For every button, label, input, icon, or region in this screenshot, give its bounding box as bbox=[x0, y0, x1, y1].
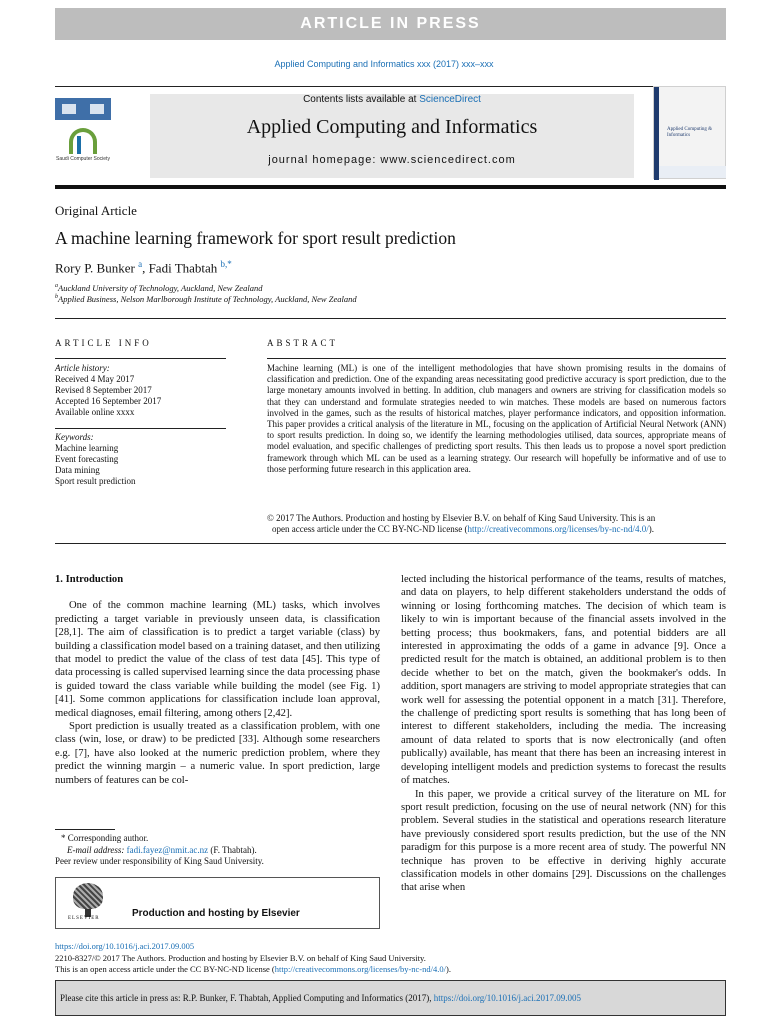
article-in-press-banner: ARTICLE IN PRESS bbox=[55, 8, 726, 40]
bottom-info: https://doi.org/10.1016/j.aci.2017.09.005 2210-8327/© 2017 The Authors. Production and hosting by Elsevier B.V. on behalf of King Saud University. This is an open access article under the CC BY-NC-ND license (http://creativecommons.org/licenses/by-nc-nd/4.0/). bbox=[55, 941, 451, 974]
paragraph: One of the common machine learning (ML) tasks, which involves predicting a target variable in previously unseen data, is classification [28,1]. The aim of classification is to predict a target variable (class) by building a classification model based on a training dataset, and then utilizing that model to predict the value of the class of test data [45]. This type of data processing is called supervised learning since the data processing phase is guided toward the class variable while building the model (see Fig. 1) [41]. Some common applications for classification include loan approval, medical diagnoses, email filtering, among others [2,42]. bbox=[55, 600, 380, 719]
journal-reference-link[interactable]: Applied Computing and Informatics xxx (2017) xxx–xxx bbox=[274, 59, 494, 69]
affiliation-b: $^b$Applied Business, Nelson Marlborough Institute of Technology, Auckland, New Zealand bbox=[55, 294, 357, 304]
section-heading: 1. Introduction bbox=[55, 574, 124, 585]
journal-homepage[interactable]: journal homepage: www.sciencedirect.com bbox=[268, 154, 516, 166]
body-column-left bbox=[55, 573, 380, 787]
journal-cover-thumbnail bbox=[653, 86, 726, 179]
publisher-text: Production and hosting by Elsevier bbox=[132, 908, 300, 919]
article-title: A machine learning framework for sport result prediction bbox=[55, 228, 456, 248]
author-list: Rory P. Bunker $^a$, Fadi Thabtah $^{b,*}$ bbox=[55, 259, 232, 276]
citation-doi-link[interactable]: https://doi.org/10.1016/j.aci.2017.09.005 bbox=[433, 993, 582, 1003]
masthead-bottom-rule bbox=[55, 185, 726, 189]
keywords-rule bbox=[55, 428, 226, 429]
footnotes: * Corresponding author. E-mail address: fadi.fayez@nmit.ac.nz (F. Thabtah). Peer review under responsibility of King Saud University. bbox=[55, 833, 264, 866]
contents-availability: Contents lists available at ScienceDirect bbox=[303, 94, 481, 105]
university-logo-icon bbox=[55, 98, 111, 120]
keyword: Machine learning bbox=[55, 443, 119, 453]
citation-box: Please cite this article in press as: R.P. Bunker, F. Thabtah, Applied Computing and Informatics (2017), https://doi.org/10.1016/j.aci.2017.09.005 bbox=[55, 980, 726, 1016]
doi-link[interactable]: https://doi.org/10.1016/j.aci.2017.09.005 bbox=[55, 941, 195, 951]
abstract-rule bbox=[267, 358, 726, 359]
keyword: Sport result prediction bbox=[55, 476, 136, 486]
header-divider bbox=[55, 318, 726, 319]
abstract-heading: ABSTRACT bbox=[267, 338, 339, 348]
affiliation-link[interactable]: b,* bbox=[220, 259, 232, 269]
paragraph: lected including the historical performance of the teams, results of matches, and data on players, to help different stakeholders understand the odds of winning or losing forthcoming matches. The decision of which team is likely to win is important because of the financial assets involved in the betting process; thus bookmakers, fans, and potential bidders are all interested in approximating the odds of a game in advance [9]. Once a predicted result for the match is obtained, an additional problem is to then decide whether to bet on the match, given the bookmaker's odds. In addition, sport managers are striving to model appropriate strategies that can work well for assessing the potential opponent in a match [31]. Therefore, the challenge of predicting sport results is something that has long been of interest to different stakeholders, including the media. The increasing amount of data related to sports that is now electronically (and often publically) available, has meant that there has been an increasing interest in developing intelligent models and prediction systems to forecast the results of matches. bbox=[401, 574, 726, 787]
footnote-rule bbox=[55, 829, 115, 830]
article-info-heading: ARTICLE INFO bbox=[55, 338, 152, 348]
affiliation-a: $^a$Auckland University of Technology, Auckland, New Zealand bbox=[55, 283, 263, 293]
article-history: Article history: Received 4 May 2017 Revised 8 September 2017 Accepted 16 September 2017 Available online xxxx bbox=[55, 363, 162, 417]
paragraph: Sport prediction is usually treated as a classification problem, with one class (win, lose, or draw) to be predicted [33]. Although some researchers e.g. [7], have also looked at the numeric prediction problem, where they predict the winning margin – a numeric value. In sport prediction, large numbers of features can be col- bbox=[55, 721, 380, 786]
cover-title: Applied Computing & Informatics bbox=[667, 127, 712, 138]
abstract-copyright: © 2017 The Authors. Production and hosting by Elsevier B.V. on behalf of King Saud University. This is an open access article under the CC BY-NC-ND license (http://creativecommons.org/licenses/by-nc-nd/4.0/). bbox=[267, 513, 656, 535]
affiliation-link[interactable]: a bbox=[138, 259, 143, 269]
elsevier-logo-label: ELSEVIER bbox=[68, 916, 100, 921]
society-logo bbox=[55, 98, 111, 178]
abstract-text: Machine learning (ML) is one of the intelligent methodologies that have shown promising results in the domains of classification and prediction. One of the expanding areas necessitating good predictive accuracy is sport prediction, due to the large monetary amounts involved in betting. In addition, club managers and owners are striving for classification models so that they can understand and formulate strategies needed to win matches. These models are based on numerous factors involved in the games, such as the results of historical matches, player performance indicators, and opposition information. This paper provides a critical analysis of the literature in ML, focusing on the application of Artificial Neural Network (ANN) to sport results prediction. In doing so, we identify the learning methodologies utilised, data sources, appropriate means of model evaluation, and specific challenges of predicting sport results. This then leads us to propose a novel sport prediction framework through which ML can be used as a learning strategy. Our research will hopefully be informative and of use to those performing future research in this application area. bbox=[267, 363, 726, 474]
keywords-block: Keywords: Machine learning Event forecasting Data mining Sport result prediction bbox=[55, 432, 136, 486]
masthead-top-rule bbox=[55, 86, 726, 87]
article-type: Original Article bbox=[55, 203, 137, 218]
keyword: Event forecasting bbox=[55, 454, 119, 464]
abstract-divider bbox=[55, 543, 726, 544]
email-link[interactable]: fadi.fayez@nmit.ac.nz bbox=[126, 844, 209, 855]
article-info-rule bbox=[55, 358, 226, 359]
license-link-footer[interactable]: http://creativecommons.org/licenses/by-nc-nd/4.0/ bbox=[274, 964, 446, 974]
author-name: Rory P. Bunker bbox=[55, 260, 135, 276]
author-name: Fadi Thabtah bbox=[148, 260, 218, 276]
journal-masthead bbox=[150, 94, 634, 178]
paragraph: In this paper, we provide a critical survey of the literature on ML for sport result prediction, focusing on the use of neural network (NN) for this problem. Several studies in the statistical and operations research literature have previously considered sport results prediction, but the use of the NN paradigm for this purpose is a more recent area of study. The powerful NN technique has proven to be effective in deriving highly accurate classification models in other domains [29]. Discussions on the challenges that arise when bbox=[401, 788, 726, 894]
license-link[interactable]: http://creativecommons.org/licenses/by-nc-nd/4.0/ bbox=[467, 524, 649, 535]
society-arch-icon bbox=[69, 128, 97, 154]
journal-title: Applied Computing and Informatics bbox=[246, 116, 538, 138]
publisher-box bbox=[55, 877, 380, 929]
body-column-right bbox=[401, 573, 726, 895]
sciencedirect-link[interactable]: ScienceDirect bbox=[419, 94, 481, 105]
keyword: Data mining bbox=[55, 465, 100, 475]
society-caption: Saudi Computer Society bbox=[56, 156, 110, 162]
